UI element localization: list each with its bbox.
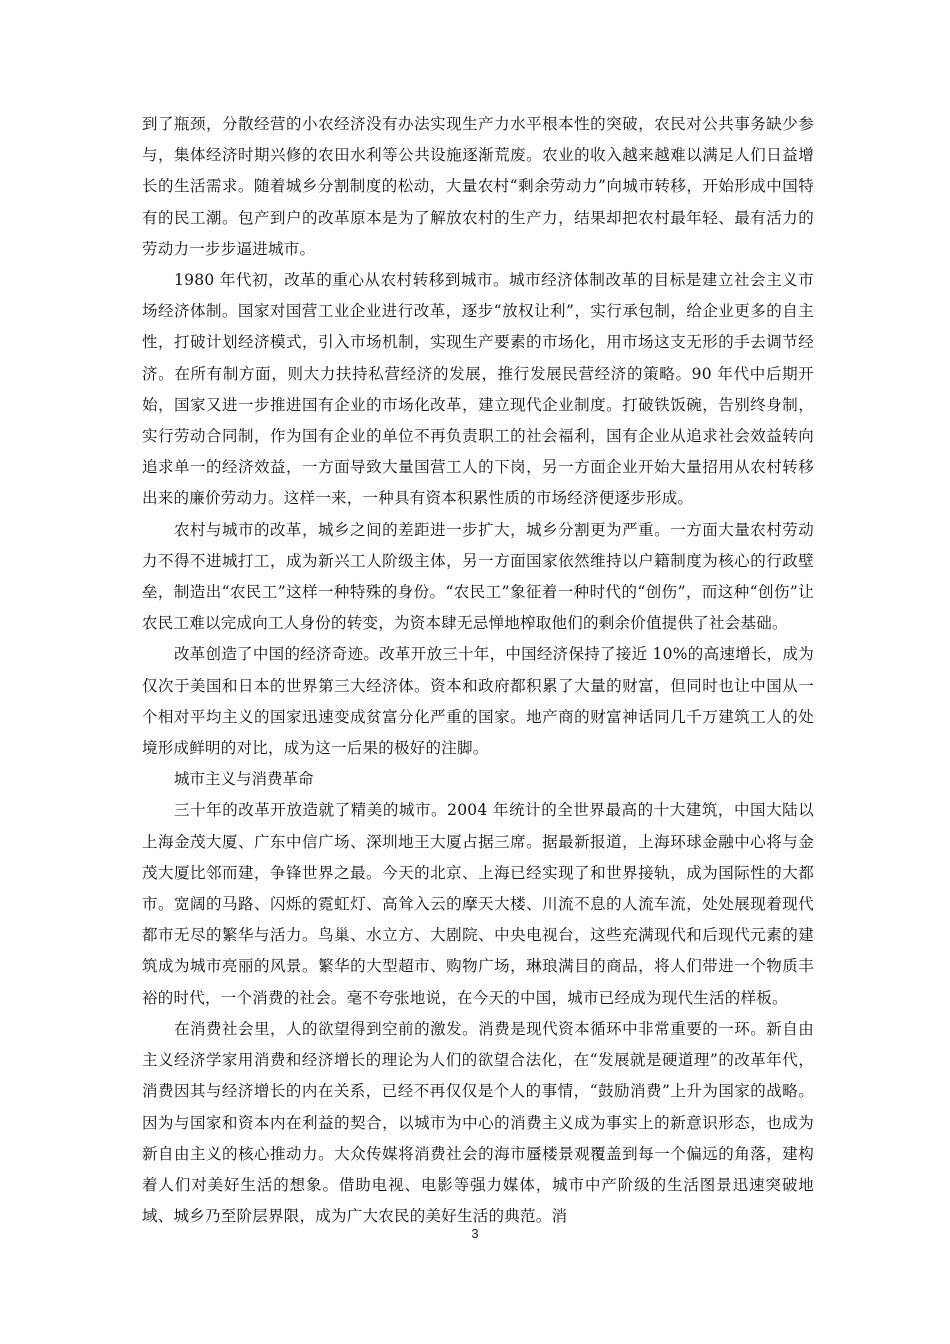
paragraph-economic-miracle: 改革创造了中国的经济奇迹。改革开放三十年，中国经济保持了接近 10%的高速增长，成为仅次于美国和日本的世界第三大经济体。资本和政府都积累了大量的财富，但同时也让中国从一个相对平均主义的国家迅速变成贫富分化严重的国家。地产商的财富神话同几千万建筑工人的处境形成鲜明的对比，成为这一后果的极好的注脚。 xyxy=(142,645,814,758)
page-number: 3 xyxy=(471,1226,479,1241)
paragraph-city-building: 三十年的改革开放造就了精美的城市。2004 年统计的全世界最高的十大建筑，中国大陆以上海金茂大厦、广东中信广场、深圳地王大厦占据三席。据最新报道，上海环球金融中心将与金茂大厦比邻而建，争锋世界之最。今天的北京、上海已经实现了和世界接轨，成为国际性的大都市。宽阔的马路、闪烁的霓虹灯、高耸入云的摩天大楼、川流不息的人流车流，处处展现着现代都市无尽的繁华与活力。鸟巢、水立方、大剧院、中央电视台，这些充满现代和后现代元素的建筑成为城市亮丽的风景。繁华的大型超市、购物广场，琳琅满目的商品，将人们带进一个物质丰裕的时代，一个消费的社会。毫不夸张地说，在今天的中国，城市已经成为现代生活的样板。 xyxy=(142,801,814,1007)
paragraph-consumer-society: 在消费社会里，人的欲望得到空前的激发。消费是现代资本循环中非常重要的一环。新自由主义经济学家用消费和经济增长的理论为人们的欲望合法化，在“发展就是硬道理”的改革年代，消费因其与经济增长的内在关系，已经不再仅仅是个人的事情，“鼓励消费”上升为国家的战略。因为与国家和资本内在利益的契合，以城市为中心的消费主义成为事实上的新意识形态，也成为新自由主义的核心推动力。大众传媒将消费社会的海市蜃楼景观覆盖到每一个偏远的角落，建构着人们对美好生活的想象。借助电视、电影等强力媒体，城市中产阶级的生活图景迅速突破地域、城乡乃至阶层界限，成为广大农民的美好生活的典范。消 xyxy=(142,1019,814,1226)
document-body xyxy=(142,109,814,1232)
section-heading: 城市主义与消费革命 xyxy=(174,770,314,789)
paragraph-urban-reform: 1980 年代初，改革的重心从农村转移到城市。城市经济体制改革的目标是建立社会主义市场经济体制。国家对国营工业企业进行改革，逐步“放权让利”，实行承包制，给企业更多的自主性，打破计划经济模式，引入市场机制，实现生产要素的市场化，用市场这支无形的手去调节经济。在所有制方面，则大力扶持私营经济的发展，推行发展民营经济的策略。90 年代中后期开始，国家又进一步推进国有企业的市场化改革，建立现代企业制度。打破铁饭碗，告别终身制，实行劳动合同制，作为国有企业的单位不再负责职工的社会福利，国有企业从追求社会效益转向追求单一的经济效益，一方面导致大量国营工人的下岗，另一方面企业开始大量招用从农村转移出来的廉价劳动力。这样一来，一种具有资本积累性质的市场经济便逐步形成。 xyxy=(142,271,814,508)
paragraph-urban-rural-gap: 农村与城市的改革，城乡之间的差距进一步扩大，城乡分割更为严重。一方面大量农村劳动力不得不进城打工，成为新兴工人阶级主体，另一方面国家依然维持以户籍制度为核心的行政壁垒，制造出“农民工”这样一种特殊的身份。“农民工”象征着一种时代的“创伤”，而这种“创伤”让农民工难以完成向工人身份的转变，为资本肆无忌惮地榨取他们的剩余价值提供了社会基础。 xyxy=(142,520,814,633)
paragraph-continuation: 到了瓶颈，分散经营的小农经济没有办法实现生产力水平根本性的突破，农民对公共事务缺少参与，集体经济时期兴修的农田水利等公共设施逐渐荒废。农业的收入越来越难以满足人们日益增长的生活需求。随着城乡分割制度的松动，大量农村“剩余劳动力”向城市转移，开始形成中国特有的民工潮。包产到户的改革原本是为了解放农村的生产力，结果却把农村最年轻、最有活力的劳动力一步步逼进城市。 xyxy=(142,115,814,258)
